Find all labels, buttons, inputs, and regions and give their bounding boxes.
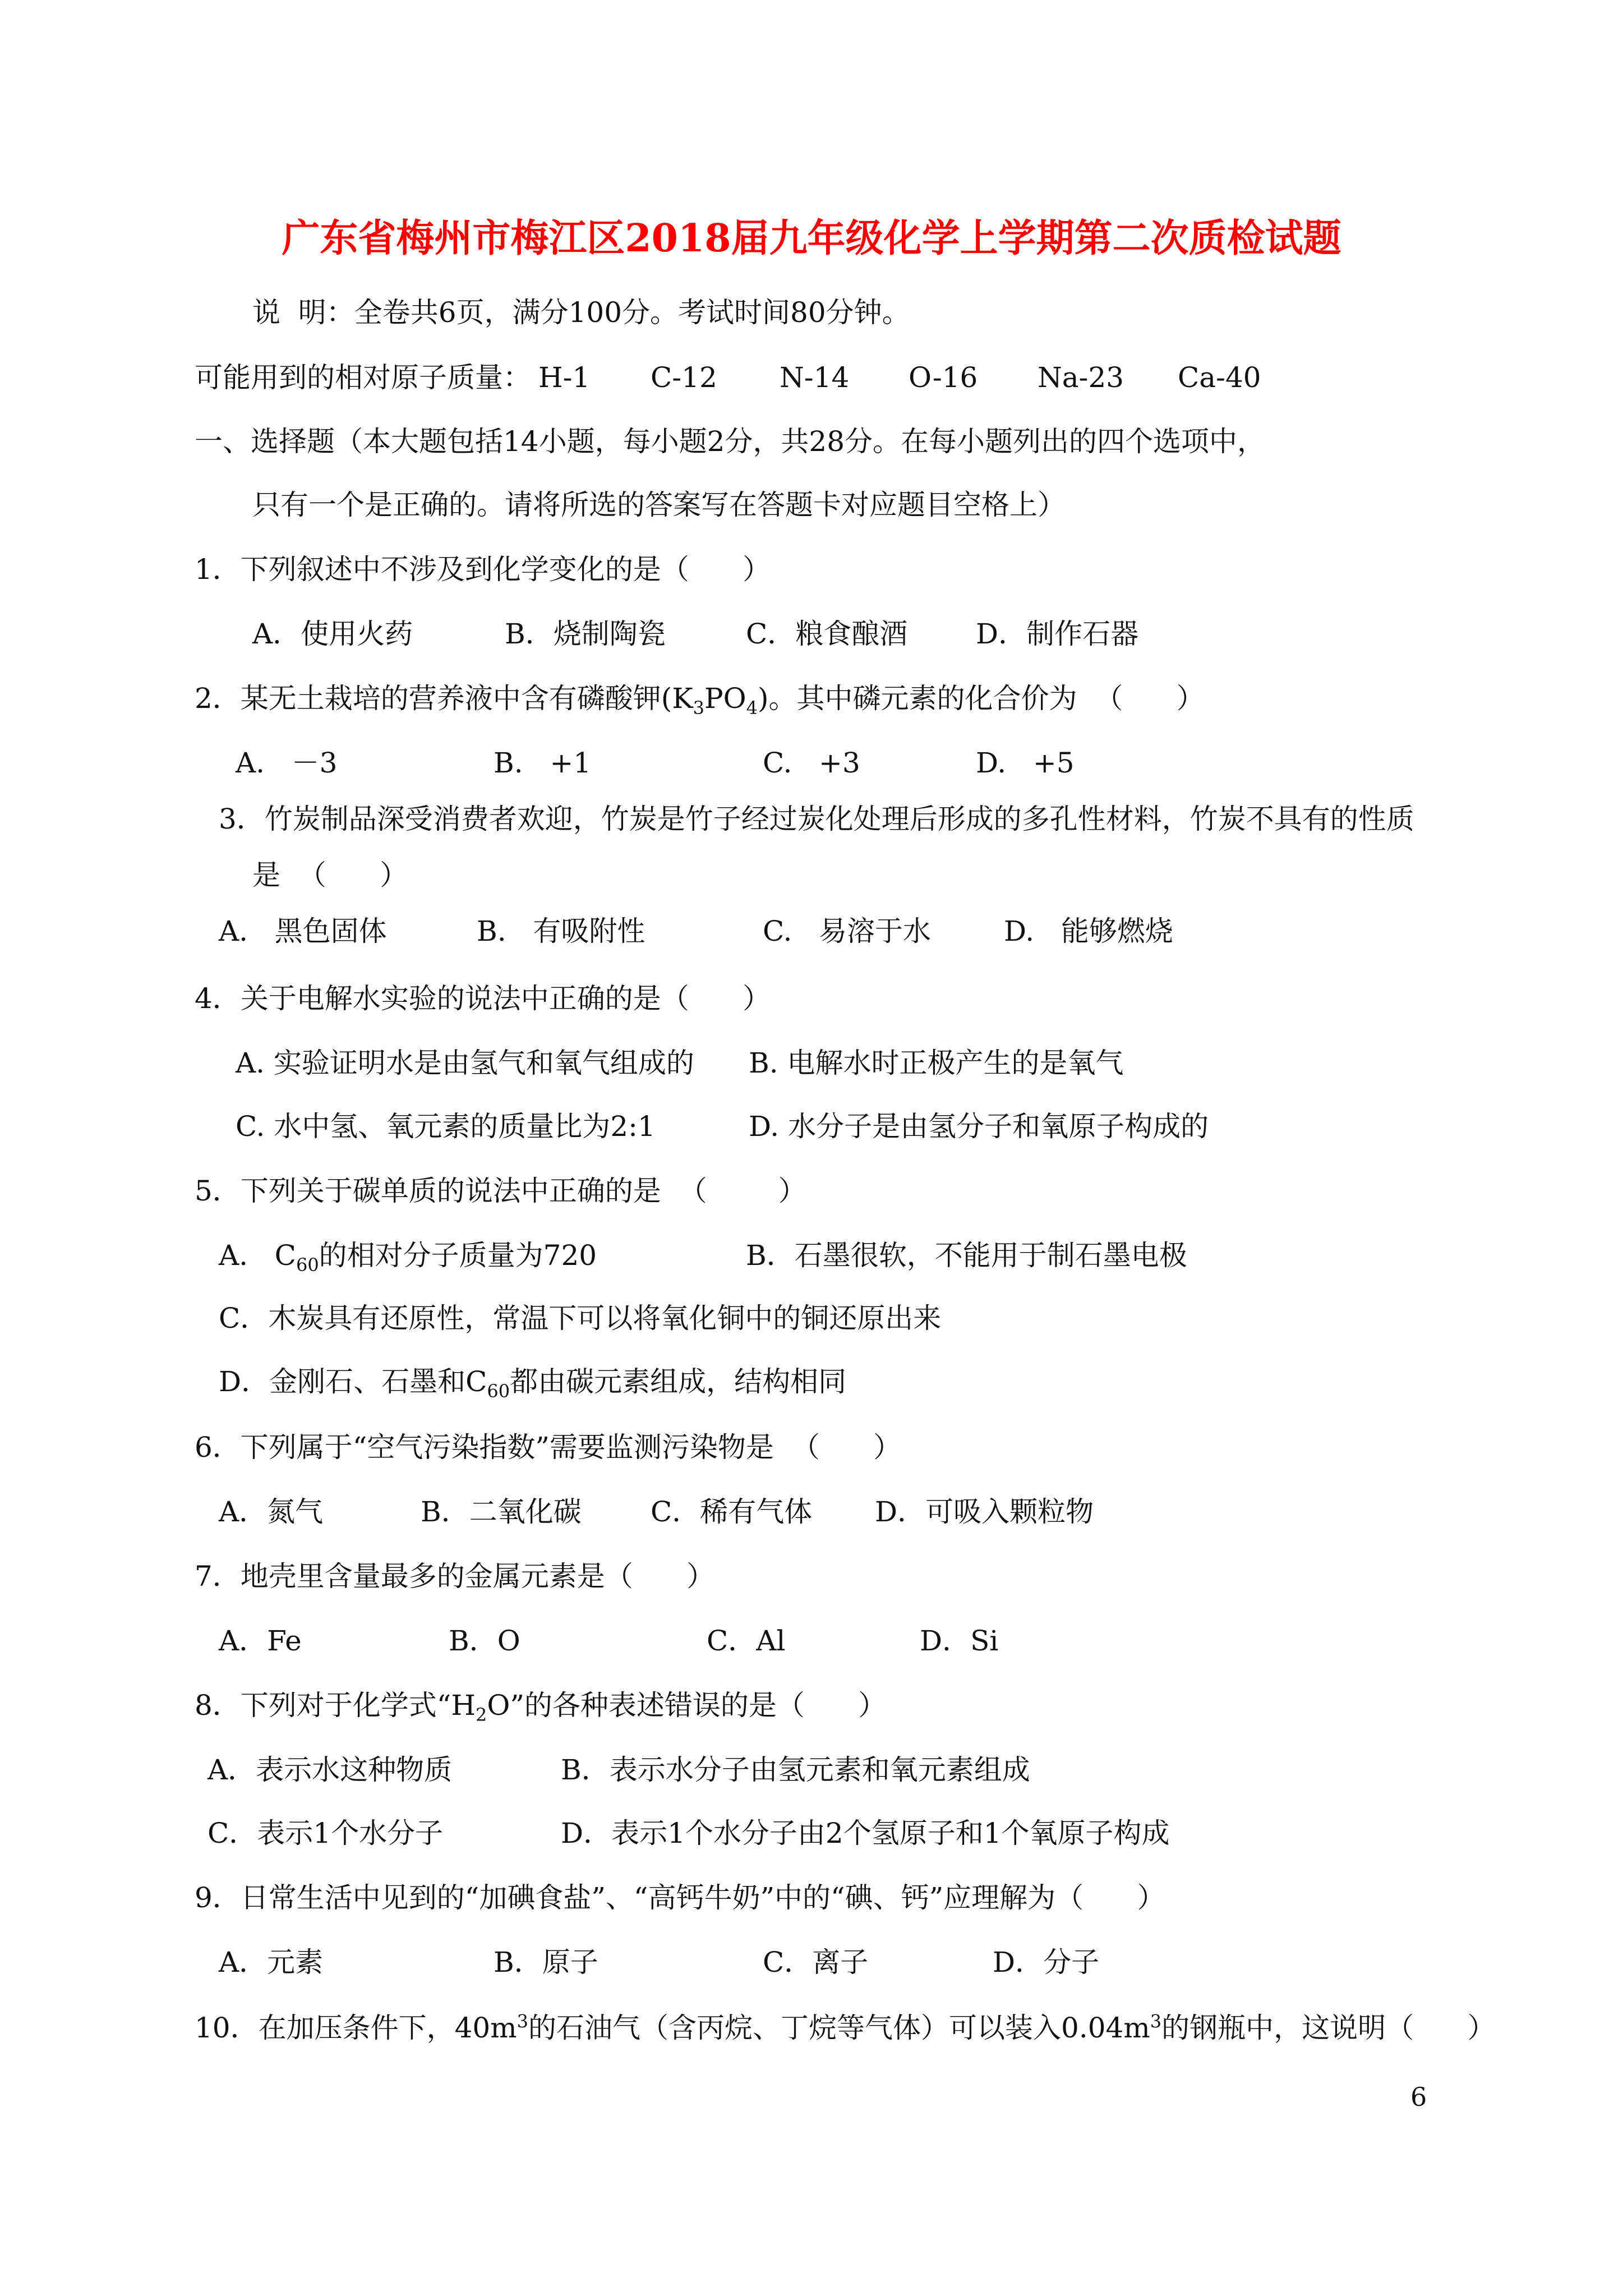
q6-option-c: C．稀有气体: [651, 1496, 813, 1528]
q1-option-c: C．粮食酿酒: [746, 618, 908, 650]
q8-option-b: B．表示水分子由氢元素和氧元素组成: [561, 1754, 1030, 1786]
q2-stem: 2．某无土栽培的营养液中含有磷酸钾$(K_3PO_4)$。其中磷元素的化合价为 （ ）: [195, 682, 1205, 719]
q3-option-c: C. 易溶于水: [763, 915, 932, 947]
q8-option-c: C．表示1个水分子: [208, 1817, 444, 1849]
q9-option-b: B．原子: [494, 1946, 598, 1978]
q10-stem: 10．在加压条件下，$40m^3$的石油气（含丙烷、丁烷等气体）可以装入$0.04m^3$的钢瓶中，这说明（ ）: [195, 2010, 1496, 2044]
q7-option-b: B．O: [449, 1625, 520, 1657]
page-number: 6: [1410, 2082, 1427, 2112]
atomic-mass-label: 可能用到的相对原子质量：: [195, 361, 531, 394]
q7-option-d: D．Si: [920, 1625, 999, 1657]
q5-option-b: B．石墨很软，不能用于制石墨电极: [746, 1239, 1187, 1272]
q2-option-d: D. +5: [976, 747, 1075, 779]
atomic-mass-h: H-1: [538, 361, 591, 394]
q5-stem: 5．下列关于碳单质的说法中正确的是 （ ）: [195, 1175, 806, 1207]
q4-option-b: B. 电解水时正极产生的是氧气: [749, 1047, 1124, 1079]
q6-option-d: D．可吸入颗粒物: [875, 1496, 1094, 1528]
q4-option-d: D. 水分子是由氢分子和氧原子构成的: [749, 1110, 1209, 1143]
exam-instructions: 说 明：全卷共6页，满分100分。考试时间80分钟。: [252, 296, 910, 329]
q6-stem: 6．下列属于“空气污染指数”需要监测污染物是 （ ）: [195, 1431, 902, 1464]
q7-option-c: C．Al: [707, 1625, 786, 1657]
q6-option-b: B．二氧化碳: [421, 1496, 582, 1528]
q9-option-c: C．离子: [763, 1946, 869, 1978]
q5-option-a: A. $C_{60}$的相对分子质量为720: [219, 1239, 597, 1276]
q7-option-a: A．Fe: [219, 1625, 302, 1657]
q2-option-a: A. －3: [236, 747, 338, 779]
q8-stem: 8．下列对于化学式“$H_2O$”的各种表述错误的是（ ）: [195, 1689, 887, 1726]
q1-option-d: D．制作石器: [976, 618, 1139, 650]
q2-option-c: C. +3: [763, 747, 860, 779]
q7-stem: 7．地壳里含量最多的金属元素是（ ）: [195, 1560, 715, 1593]
q3-option-b: B. 有吸附性: [477, 915, 645, 947]
q3-stem: 3．竹炭制品深受消费者欢迎，竹炭是竹子经过炭化处理后形成的多孔性材料，竹炭不具有的性质: [219, 803, 1414, 835]
q6-option-a: A．氮气: [219, 1496, 324, 1528]
q4-stem: 4．关于电解水实验的说法中正确的是（ ）: [195, 982, 771, 1015]
atomic-mass-c: C-12: [651, 361, 717, 394]
q4-option-c: C. 水中氢、氧元素的质量比为2:1: [236, 1110, 656, 1143]
exam-title: 广东省梅州市梅江区2018届九年级化学上学期第二次质检试题: [282, 216, 1341, 261]
q2-option-b: B. +1: [494, 747, 592, 779]
q1-stem: 1．下列叙述中不涉及到化学变化的是（ ）: [195, 553, 771, 586]
q9-option-a: A．元素: [219, 1946, 324, 1978]
q9-option-d: D．分子: [993, 1946, 1100, 1978]
q4-option-a: A. 实验证明水是由氢气和氧气组成的: [236, 1047, 694, 1079]
q5-option-c: C．木炭具有还原性，常温下可以将氧化铜中的铜还原出来: [219, 1302, 942, 1335]
q5-option-d: D．金刚石、石墨和$C_{60}$都由碳元素组成，结构相同: [219, 1365, 847, 1402]
atomic-mass-n: N-14: [780, 361, 850, 394]
q8-option-a: A．表示水这种物质: [208, 1754, 453, 1786]
q9-stem: 9．日常生活中见到的“加碘食盐”、“高钙牛奶”中的“碘、钙”应理解为（ ）: [195, 1881, 1165, 1914]
atomic-mass-na: Na-23: [1038, 361, 1124, 394]
section-heading-cont: 只有一个是正确的。请将所选的答案写在答题卡对应题目空格上）: [252, 489, 1066, 521]
q3-stem-cont: 是 （ ）: [252, 859, 408, 891]
atomic-mass-o: O-16: [909, 361, 978, 394]
atomic-mass-ca: Ca-40: [1178, 361, 1261, 394]
q3-option-d: D. 能够燃烧: [1004, 915, 1173, 947]
q8-option-d: D．表示1个水分子由2个氢原子和1个氧原子构成: [561, 1817, 1170, 1849]
q1-option-b: B．烧制陶瓷: [505, 618, 666, 650]
section-heading: 一、选择题（本大题包括14小题，每小题2分，共28分。在每小题列出的四个选项中，: [195, 425, 1266, 458]
q1-option-a: A．使用火药: [252, 618, 413, 650]
q3-option-a: A. 黑色固体: [219, 915, 387, 947]
